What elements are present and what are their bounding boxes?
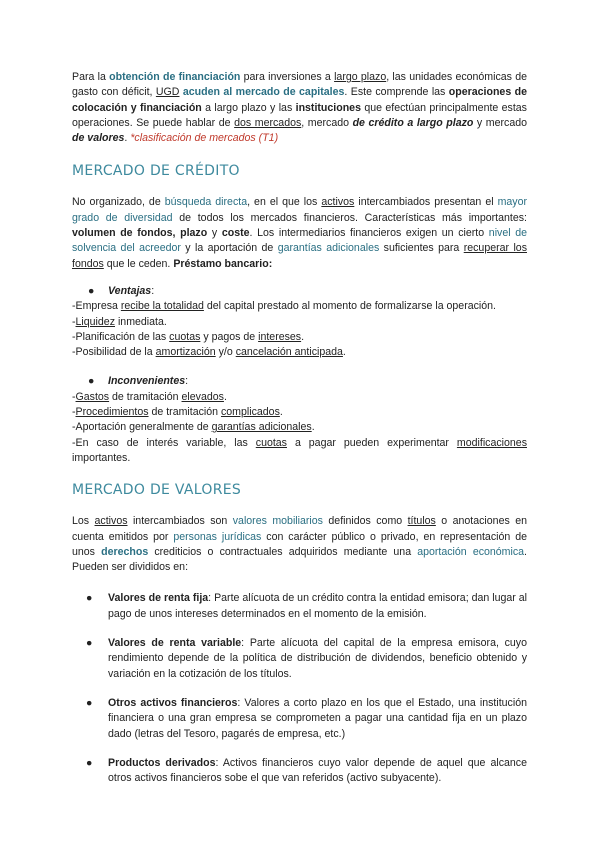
- item-title: Productos derivados: [108, 756, 216, 769]
- text: que efectúan principalmente estas operaciones. Se puede hablar de: [72, 101, 527, 129]
- ventajas-line-4: [72, 345, 527, 360]
- term: cuotas: [169, 330, 201, 343]
- ventajas-line-1: [72, 299, 527, 314]
- text: Los: [72, 515, 95, 528]
- inconvenientes-line-3: [72, 420, 527, 435]
- text: y la aportación de: [180, 242, 278, 255]
- term: mayor grado de diversidad: [72, 196, 528, 224]
- text: que le ceden.: [103, 257, 174, 270]
- text: -: [72, 315, 76, 328]
- term-dos-mercados: dos mercados: [234, 116, 302, 129]
- bullet-icon: ●: [86, 756, 93, 769]
- term: volumen de fondos, plazo: [72, 227, 208, 240]
- text: . Pueden ser divididos en:: [72, 545, 527, 574]
- text: .: [342, 346, 346, 359]
- term: nivel de solvencia del acreedor: [72, 227, 528, 255]
- text: suficientes para: [379, 242, 464, 255]
- term: recuperar los fondos: [72, 242, 527, 270]
- text: -Planificación de las: [72, 330, 170, 343]
- term: cancelación anticipada: [235, 346, 343, 359]
- term-valores: de valores: [72, 132, 125, 145]
- inconvenientes-heading: [72, 374, 527, 389]
- bullet-icon: ●: [88, 375, 95, 388]
- text: crediticios o contractuales adquiridos mediante una: [148, 545, 418, 558]
- term: Gastos: [75, 390, 110, 403]
- text: y mercado: [473, 116, 527, 129]
- term: títulos: [407, 515, 436, 528]
- item-text: : Parte alícuota del capital de la empresa emisora, cuyo rendimiento depende de la política de distribución de dividendos, beneficio obtenido y variación en la cotización de los títulos.: [108, 637, 527, 680]
- term: garantías adicionales: [211, 421, 312, 434]
- text: :: [185, 375, 189, 388]
- text: No organizado, de: [72, 196, 165, 209]
- text: .: [301, 330, 305, 343]
- heading-mercado-valores: MERCADO DE VALORES: [72, 482, 242, 499]
- inconvenientes-title: Inconvenientes: [108, 375, 186, 388]
- inconvenientes-line-2: [72, 405, 527, 420]
- term: derechos: [101, 545, 149, 558]
- term: aportación económica: [417, 545, 525, 558]
- inconvenientes-line-4: [72, 436, 527, 467]
- text: .: [124, 132, 131, 145]
- item-title: Otros activos financieros: [108, 696, 238, 709]
- text: -Posibilidad de la: [72, 346, 156, 359]
- list-item-renta-fija: [72, 591, 527, 622]
- text: :: [151, 284, 155, 297]
- item-title: Valores de renta fija: [108, 592, 209, 605]
- term-credito-largo-plazo: de crédito a largo plazo: [352, 116, 474, 129]
- term: intereses: [258, 330, 302, 343]
- list-item-otros-activos: [72, 696, 527, 742]
- inconvenientes-line-1: [72, 390, 527, 405]
- bullet-icon: ●: [86, 592, 93, 605]
- ventajas-line-2: [72, 315, 527, 330]
- bullet-icon: ●: [86, 696, 93, 709]
- term: búsqueda directa: [164, 196, 248, 209]
- text: a pagar pueden experimentar: [286, 436, 457, 449]
- term-operaciones: operaciones de colocación y financiación: [72, 86, 527, 114]
- text: .: [311, 421, 315, 434]
- text: inmediata.: [115, 315, 167, 328]
- term-mercado-capitales: acuden al mercado de capitales: [179, 86, 345, 99]
- text: importantes.: [72, 451, 131, 464]
- text: Para la: [72, 71, 110, 83]
- text: para inversiones a: [240, 71, 335, 83]
- text: con carácter público o privado, en representación de unos: [72, 530, 527, 558]
- term: activos: [94, 515, 128, 528]
- text: . Este comprende las: [344, 86, 449, 99]
- text: definidos como: [322, 515, 408, 528]
- term: valores mobiliarios: [232, 515, 323, 528]
- term: cuotas: [255, 436, 287, 449]
- term: elevados: [181, 390, 224, 403]
- term-prestamo-bancario: Préstamo bancario:: [173, 257, 273, 270]
- text: de tramitación: [148, 406, 221, 419]
- item-text: : Activos financieros cuyo valor depende de aquel que alcance otros activos financieros sobe el que van referidos (activo subyacente).: [108, 756, 527, 785]
- term: complicados: [220, 406, 280, 419]
- item-text: : Parte alícuota de un crédito contra la entidad emisora; dan lugar al pago de unos intereses determinados en el momento de la emisión.: [108, 592, 528, 620]
- term: Procedimientos: [75, 406, 149, 419]
- item-text: : Valores a corto plazo en los que el Estado, una institución financiera o una gran empresa se comprometen a pagar una cantidad fija en un plazo dado (letras del Tesoro, pagarés de empresa, etc.): [108, 696, 527, 740]
- term-largo-plazo: largo plazo: [334, 71, 387, 83]
- text: -: [72, 406, 76, 419]
- bullet-icon: ●: [86, 637, 93, 650]
- term-ugd: UGD: [155, 86, 180, 99]
- term: garantías adicionales: [277, 242, 380, 255]
- text: y pagos de: [200, 330, 259, 343]
- term-instituciones: instituciones: [295, 101, 361, 114]
- text: intercambiados son: [127, 515, 233, 528]
- text: . Los intermediarios financieros exigen un cierto: [249, 227, 489, 240]
- ventajas-line-3: [72, 330, 527, 345]
- text: , mercado: [301, 116, 353, 129]
- document-page: [72, 70, 527, 786]
- text: intercambiados presentan el: [354, 196, 498, 209]
- text: del capital prestado al momento de formalizarse la operación.: [203, 300, 496, 313]
- text: a largo plazo y las: [201, 101, 296, 114]
- heading-mercado-credito: MERCADO DE CRÉDITO: [72, 163, 240, 180]
- ventajas-title: Ventajas: [108, 284, 152, 297]
- valores-paragraph: [72, 514, 527, 575]
- reference-note: *clasificación de mercados (T1): [130, 132, 279, 145]
- text: , en el que los: [247, 196, 322, 209]
- text: y/o: [215, 346, 236, 359]
- term: amortización: [155, 346, 216, 359]
- term: activos: [321, 196, 355, 209]
- term: personas jurídicas: [173, 530, 262, 543]
- text: -Empresa: [72, 300, 121, 313]
- term-obtencion: obtención de financiación: [109, 71, 241, 83]
- term: coste: [221, 227, 250, 240]
- term: recibe la totalidad: [120, 300, 204, 313]
- item-title: Valores de renta variable: [108, 637, 242, 650]
- text: .: [223, 390, 227, 403]
- intro-paragraph: [72, 70, 527, 146]
- text: .: [279, 406, 283, 419]
- text: -En caso de interés variable, las: [72, 436, 256, 449]
- text: y: [207, 227, 222, 240]
- term: modificaciones: [456, 436, 527, 449]
- bullet-icon: ●: [88, 284, 95, 297]
- text: -Aportación generalmente de: [72, 421, 212, 434]
- text: , las unidades económicas de gasto con déficit,: [72, 71, 528, 99]
- text: de tramitación: [109, 390, 182, 403]
- list-item-derivados: [72, 756, 527, 787]
- list-item-renta-variable: [72, 636, 527, 682]
- ventajas-heading: [72, 284, 527, 299]
- text: -: [72, 390, 76, 403]
- text: de todos los mercados financieros. Características más importantes:: [172, 211, 527, 224]
- text: o anotaciones en cuenta emitidos por: [72, 515, 527, 543]
- term: Liquidez: [75, 315, 115, 328]
- credito-paragraph: [72, 195, 527, 271]
